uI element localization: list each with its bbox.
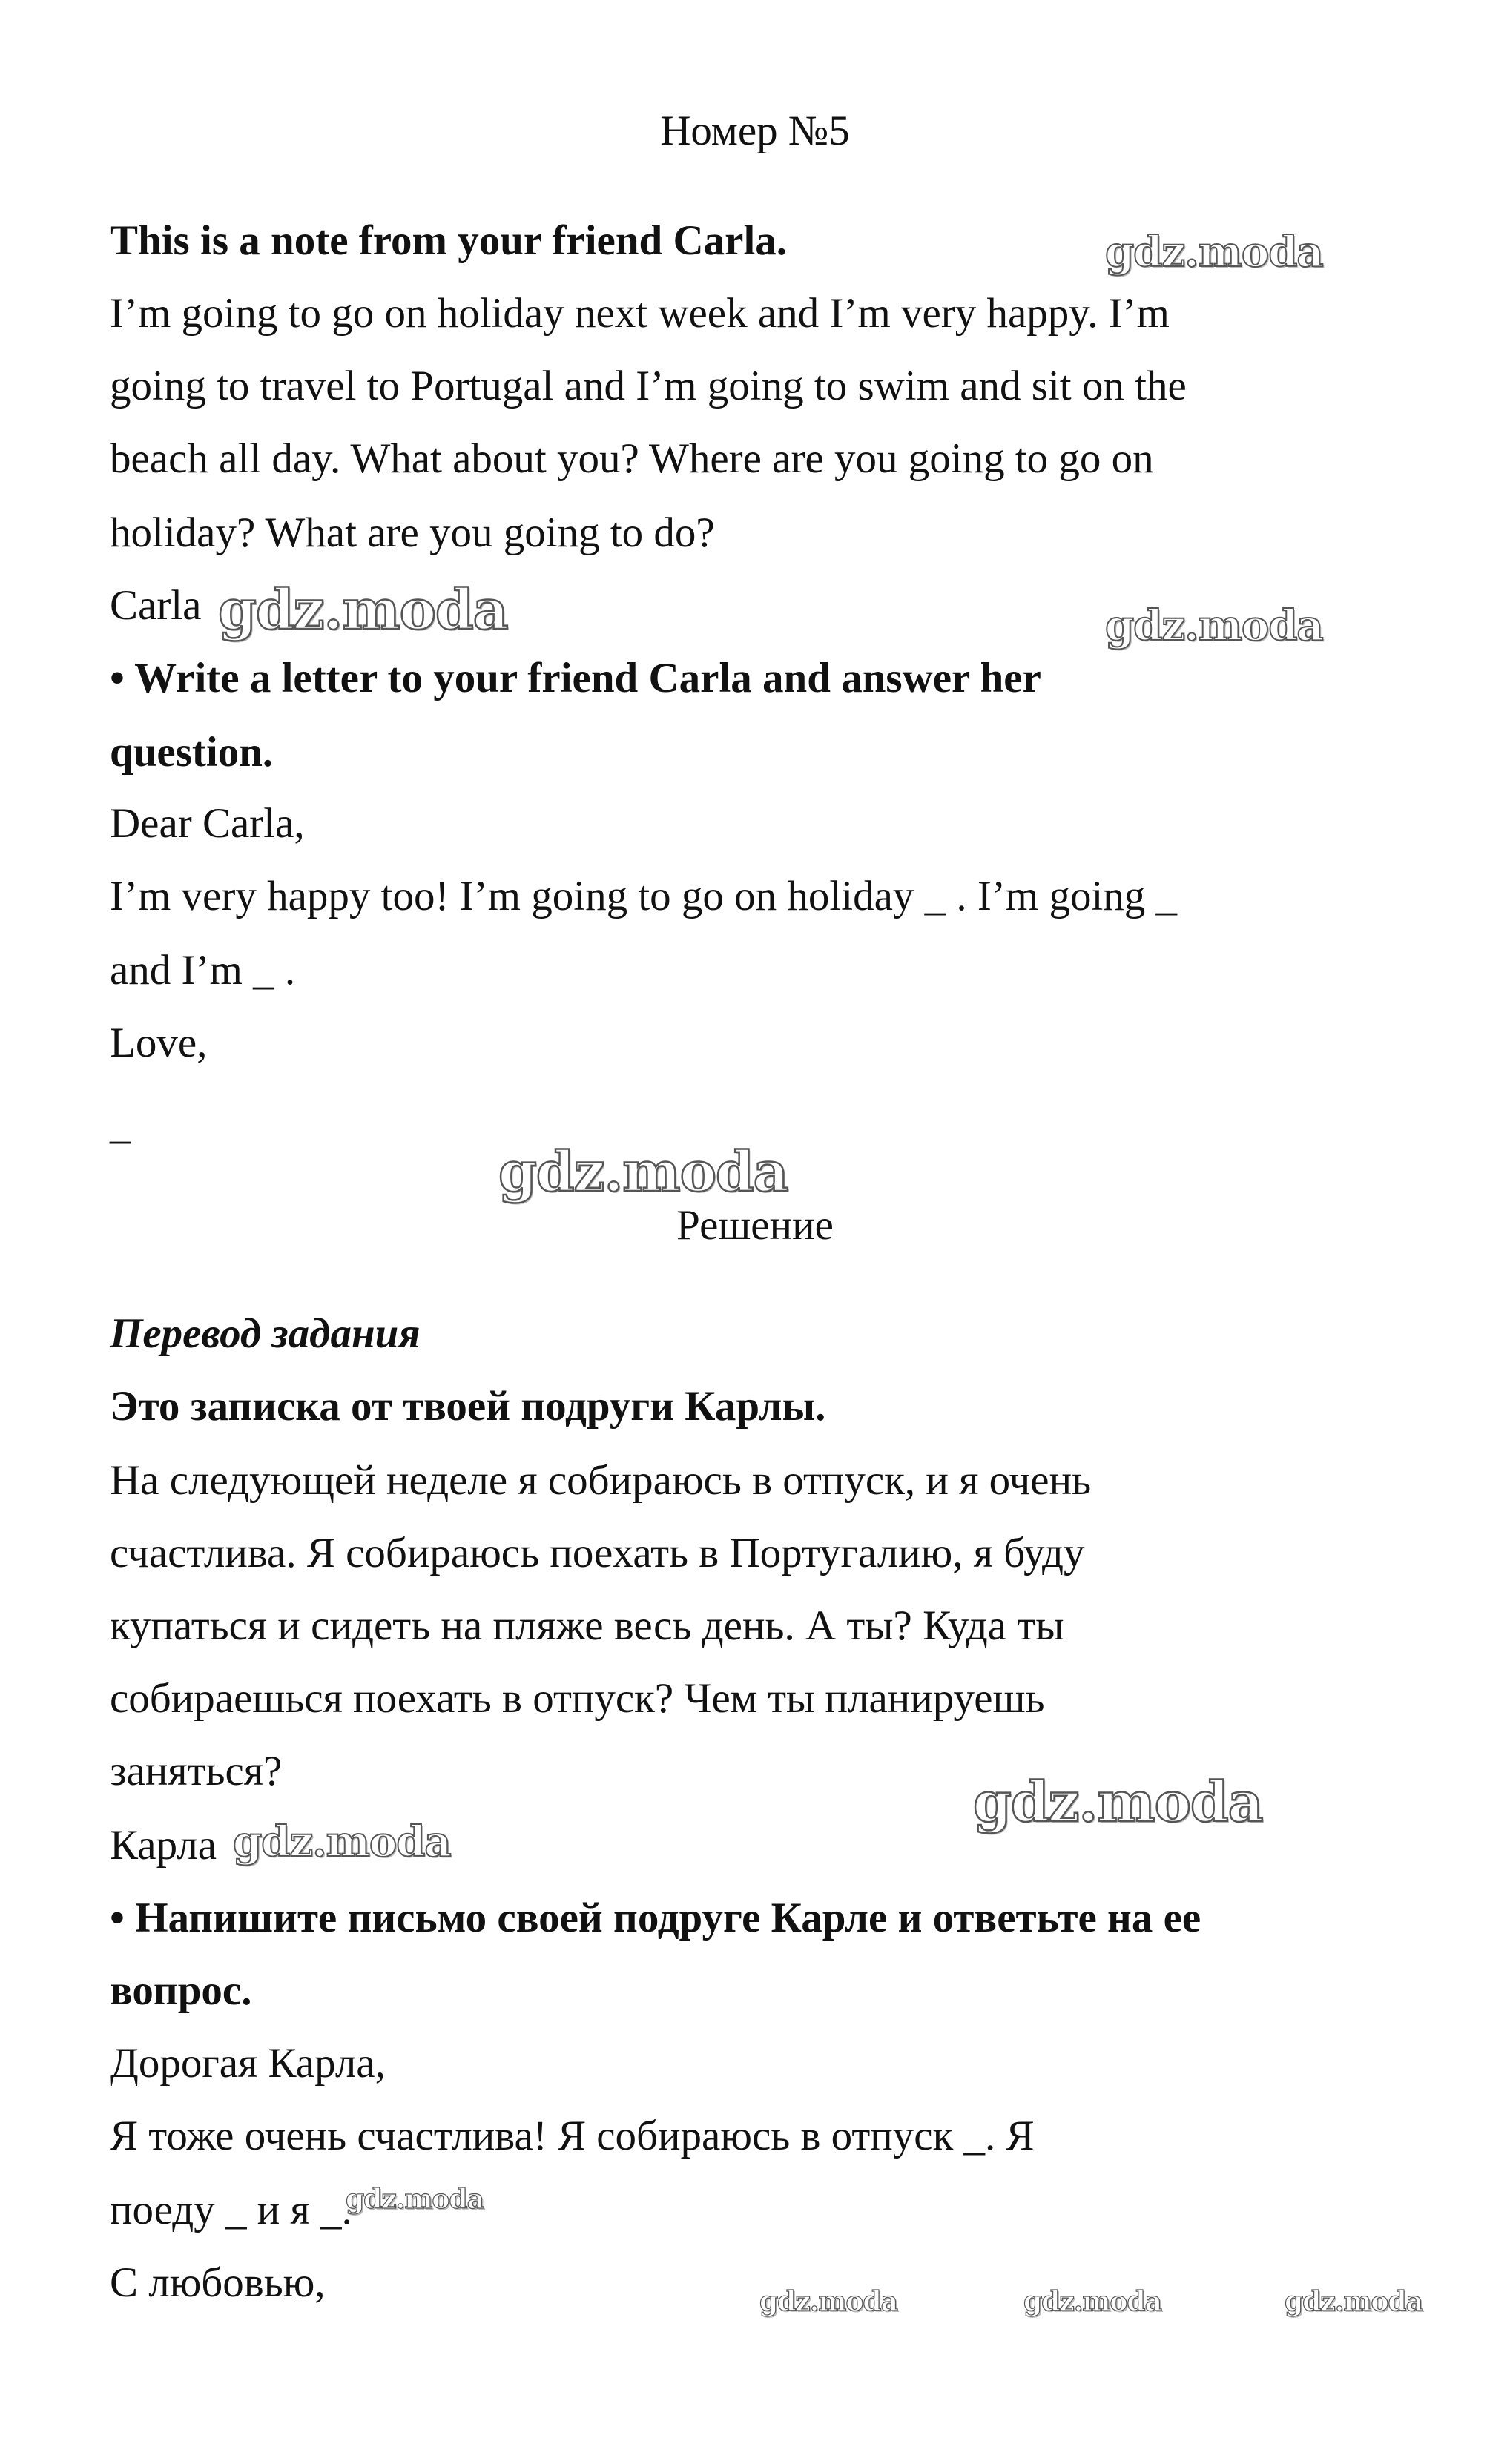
translation-letter-line: С любовью, bbox=[110, 2259, 326, 2306]
note-line: beach all day. What about you? Where are you going to go on bbox=[110, 435, 1154, 482]
letter-line: and I’m _ . bbox=[110, 947, 296, 994]
watermark: gdz.moda bbox=[233, 1817, 451, 1866]
note-line: I’m going to go on holiday next week and I’m very happy. I’m bbox=[110, 290, 1170, 337]
translation-line: счастлива. Я собираюсь поехать в Португалию, я буду bbox=[110, 1530, 1085, 1576]
watermark: gdz.moda bbox=[1105, 228, 1323, 277]
task-intro: This is a note from your friend Carla. bbox=[110, 217, 788, 264]
letter-line: Dear Carla, bbox=[110, 800, 305, 847]
translation-letter-line: Дорогая Карла, bbox=[110, 2040, 386, 2087]
watermark: gdz.moda bbox=[1105, 601, 1323, 650]
watermark: gdz.moda bbox=[1023, 2286, 1161, 2317]
watermark: gdz.moda bbox=[759, 2286, 897, 2317]
watermark: gdz.moda bbox=[218, 578, 508, 642]
watermark: gdz.moda bbox=[973, 1771, 1263, 1834]
translation-intro: Это записка от твоей подруги Карлы. bbox=[110, 1383, 826, 1430]
translation-instruction: вопрос. bbox=[110, 1967, 252, 2014]
letter-line: Love, bbox=[110, 1020, 208, 1066]
letter-line: I’m very happy too! I’m going to go on holiday _ . I’m going _ bbox=[110, 873, 1178, 919]
translation-heading: Перевод задания bbox=[110, 1310, 421, 1357]
page-title: Номер №5 bbox=[660, 108, 850, 154]
translation-line: собираешься поехать в отпуск? Чем ты планируешь bbox=[110, 1675, 1045, 1722]
watermark: gdz.moda bbox=[498, 1140, 788, 1204]
note-signature: Carla bbox=[110, 582, 202, 629]
solution-heading: Решение bbox=[676, 1202, 834, 1249]
translation-signature: Карла bbox=[110, 1822, 217, 1869]
translation-letter-line: Я тоже очень счастлива! Я собираюсь в отпуск _. Я bbox=[110, 2113, 1035, 2159]
letter-line: _ bbox=[110, 1101, 131, 1148]
watermark: gdz.moda bbox=[1285, 2286, 1422, 2317]
translation-line: купаться и сидеть на пляже весь день. А ты? Куда ты bbox=[110, 1602, 1064, 1649]
note-line: going to travel to Portugal and I’m going to swim and sit on the bbox=[110, 363, 1187, 409]
translation-letter-line: поеду _ и я _. bbox=[110, 2187, 352, 2233]
note-line: holiday? What are you going to do? bbox=[110, 509, 715, 556]
task-instruction: question. bbox=[110, 729, 274, 776]
task-instruction: • Write a letter to your friend Carla and answer her bbox=[110, 655, 1041, 701]
watermark: gdz.moda bbox=[346, 2184, 484, 2215]
translation-line: На следующей неделе я собираюсь в отпуск, и я очень bbox=[110, 1457, 1092, 1504]
translation-line: заняться? bbox=[110, 1748, 283, 1794]
translation-instruction: • Напишите письмо своей подруге Карле и ответьте на ее bbox=[110, 1895, 1201, 1941]
